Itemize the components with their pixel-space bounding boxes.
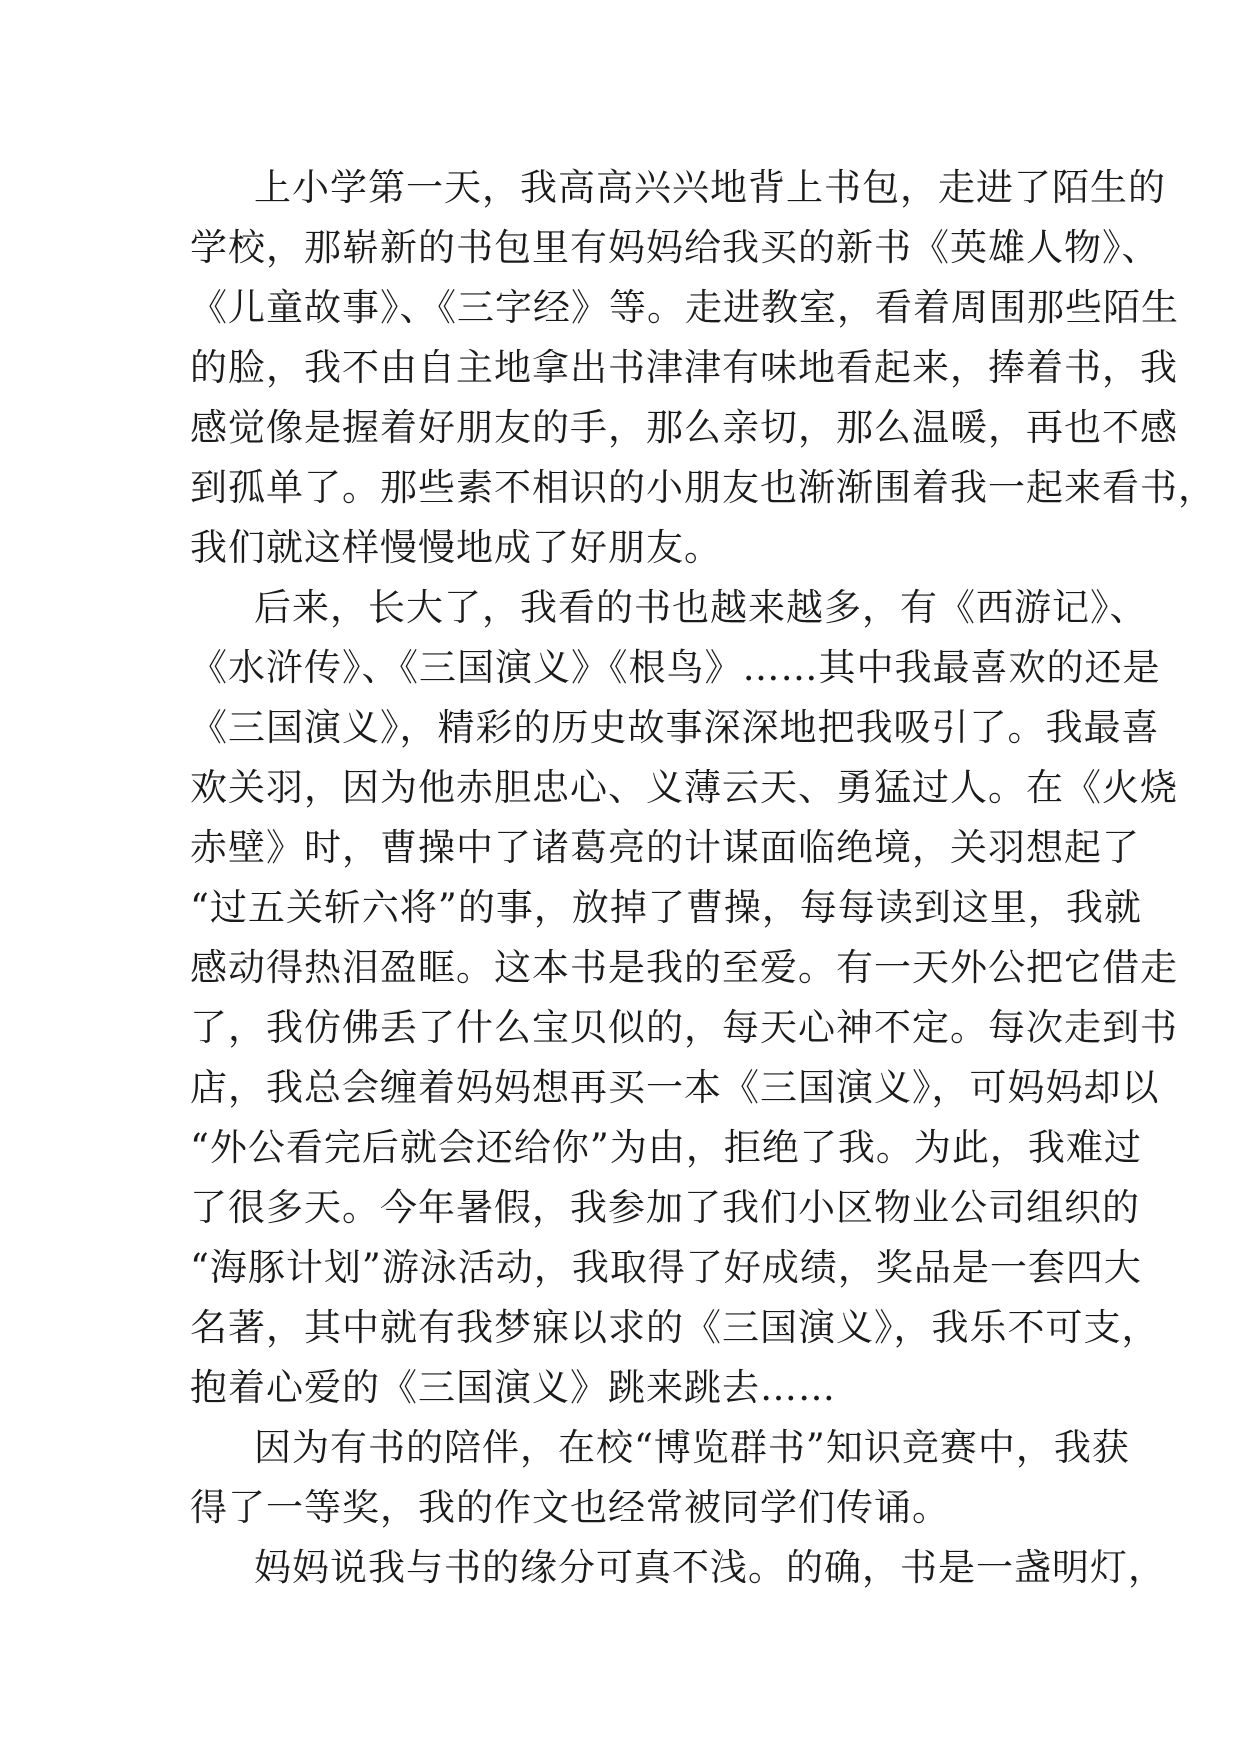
- paragraph-2-line-9: 店，我总会缠着妈妈想再买一本《三国演义》，可妈妈却以: [190, 1066, 1160, 1109]
- paragraph-2-line-8: 了，我仿佛丢了什么宝贝似的，每天心神不定。每次走到书: [190, 1006, 1178, 1049]
- paragraph-1-line-7: 我们就这样慢慢地成了好朋友。: [190, 526, 722, 569]
- paragraph-2-line-6: “过五关斩六将”的事，放掉了曹操，每每读到这里，我就: [190, 886, 1142, 929]
- paragraph-2-line-4: 欢关羽，因为他赤胆忠心、义薄云天、勇猛过人。在《火烧: [190, 766, 1178, 809]
- paragraph-1-line-1: 上小学第一天，我高高兴兴地背上书包，走进了陌生的: [254, 166, 1166, 209]
- paragraph-3-line-1: 因为有书的陪伴，在校“博览群书”知识竞赛中，我获: [254, 1426, 1130, 1469]
- paragraph-1-line-2: 学校，那崭新的书包里有妈妈给我买的新书《英雄人物》、: [190, 226, 1160, 269]
- paragraph-4-line-1: 妈妈说我与书的缘分可真不浅。的确，书是一盏明灯，: [254, 1546, 1166, 1589]
- paragraph-1-line-5: 感觉像是握着好朋友的手，那么亲切，那么温暖，再也不感: [190, 406, 1178, 449]
- paragraph-1-line-3: 《儿童故事》、《三字经》等。走进教室，看着周围那些陌生: [190, 286, 1179, 329]
- paragraph-2-line-1: 后来，长大了，我看的书也越来越多，有《西游记》、: [254, 586, 1148, 629]
- paragraph-2-line-3: 《三国演义》，精彩的历史故事深深地把我吸引了。我最喜: [190, 706, 1160, 749]
- paragraph-2-line-7: 感动得热泪盈眶。这本书是我的至爱。有一天外公把它借走: [190, 946, 1178, 989]
- paragraph-1-line-4: 的脸，我不由自主地拿出书津津有味地看起来，捧着书，我: [190, 346, 1178, 389]
- paragraph-2-line-11: 了很多天。今年暑假，我参加了我们小区物业公司组织的: [190, 1186, 1140, 1229]
- paragraph-2-line-13: 名著，其中就有我梦寐以求的《三国演义》，我乐不可支，: [190, 1306, 1160, 1349]
- paragraph-1-line-6: 到孤单了。那些素不相识的小朋友也渐渐围着我一起来看书，: [190, 466, 1216, 509]
- paragraph-3-line-2: 得了一等奖，我的作文也经常被同学们传诵。: [190, 1486, 950, 1529]
- essay-body: [190, 158, 1216, 1598]
- paragraph-2-line-2: 《水浒传》、《三国演义》《根鸟》……其中我最喜欢的还是: [190, 646, 1161, 689]
- paragraph-2-line-10: “外公看完后就会还给你”为由，拒绝了我。为此，我难过: [190, 1126, 1142, 1169]
- paragraph-2-line-12: “海豚计划”游泳活动，我取得了好成绩，奖品是一套四大: [190, 1246, 1142, 1289]
- paragraph-2-line-5: 赤壁》时，曹操中了诸葛亮的计谋面临绝境，关羽想起了: [190, 826, 1140, 869]
- paragraph-2-line-14: 抱着心爱的《三国演义》跳来跳去……: [190, 1366, 836, 1409]
